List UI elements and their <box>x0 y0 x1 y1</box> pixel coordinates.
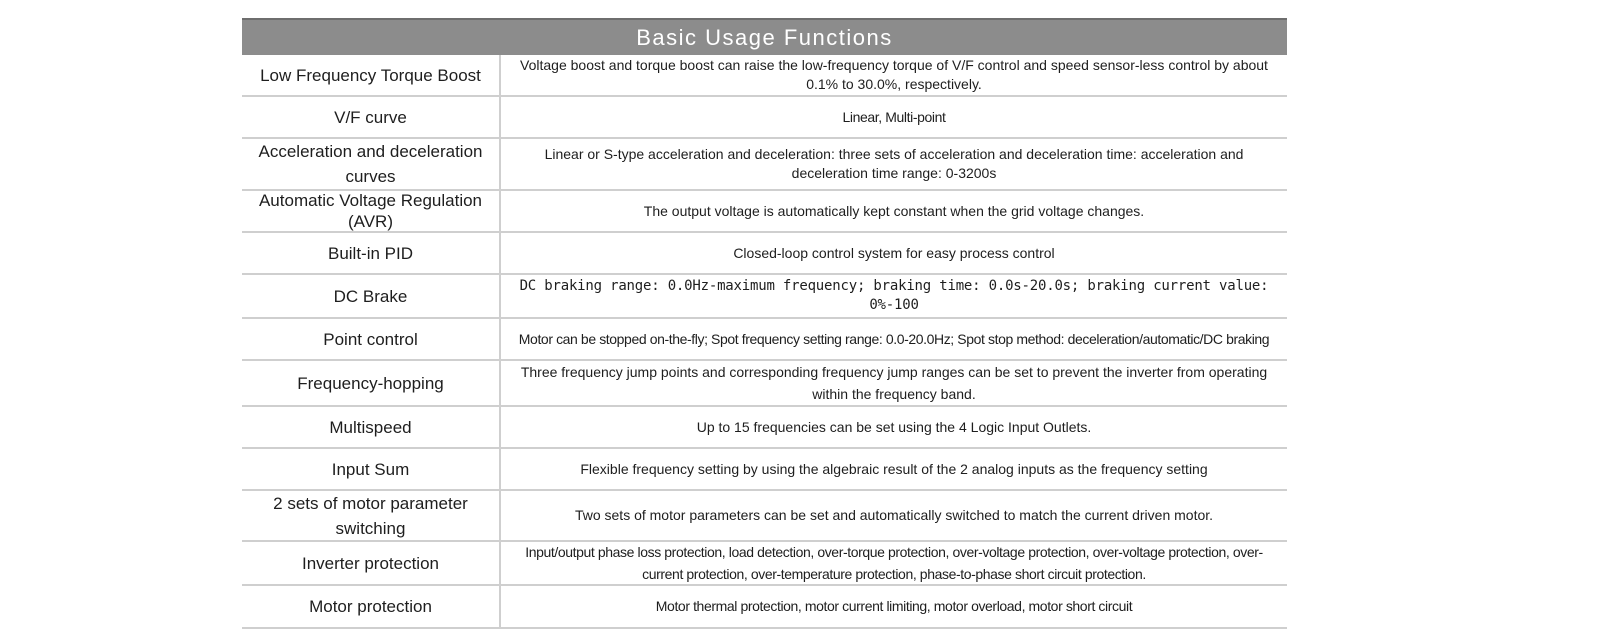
row-description: Voltage boost and torque boost can raise the low-frequency torque of V/F control and speed sensor-less control by about 0.1% to 30.0%, respectively. <box>520 57 1268 92</box>
basic-usage-functions-table <box>242 18 1287 629</box>
table-title: Basic Usage Functions <box>242 18 1287 55</box>
table-row <box>242 542 1287 586</box>
row-description: DC braking range: 0.0Hz-maximum frequency; braking time: 0.0s-20.0s; braking current value: 0%-100 <box>519 278 1269 313</box>
row-description: Two sets of motor parameters can be set and automatically switched to match the current driven motor. <box>574 507 1214 523</box>
row-label: Point control <box>242 319 501 359</box>
row-label: DC Brake <box>242 275 501 317</box>
row-label: Built-in PID <box>242 233 501 273</box>
row-description: Motor can be stopped on-the-fly; Spot frequency setting range: 0.0-20.0Hz; Spot stop method: deceleration/automatic/DC braking <box>518 331 1270 347</box>
table-row <box>242 97 1287 139</box>
row-description: Linear or S-type acceleration and deceleration: three sets of acceleration and deceleration time: acceleration and deceleration time range: 0-3200s <box>544 146 1244 181</box>
row-label: Input Sum <box>242 449 501 489</box>
row-description: Input/output phase loss protection, load detection, over-torque protection, over-voltage protection, over-voltage protection, over-current protection, over-temperature protection, phase-to-phase short circuit protection. <box>525 544 1263 582</box>
row-label: Low Frequency Torque Boost <box>242 55 501 95</box>
row-label: V/F curve <box>242 97 501 137</box>
row-description: Three frequency jump points and corresponding frequency jump ranges can be set to prevent the inverter from operating within the frequency band. <box>520 364 1268 402</box>
row-label: Frequency-hopping <box>242 361 501 405</box>
table-row <box>242 191 1287 233</box>
row-description: Motor thermal protection, motor current limiting, motor overload, motor short circuit <box>655 598 1133 614</box>
row-label: Automatic Voltage Regulation (AVR) <box>242 191 501 231</box>
table-row <box>242 319 1287 361</box>
table-row <box>242 275 1287 319</box>
row-label: Acceleration and deceleration curves <box>242 139 501 189</box>
row-description: The output voltage is automatically kept constant when the grid voltage changes. <box>643 202 1145 219</box>
row-description: Flexible frequency setting by using the algebraic result of the 2 analog inputs as the frequency setting <box>580 460 1208 477</box>
table-row <box>242 139 1287 191</box>
table-row <box>242 361 1287 407</box>
row-label: Multispeed <box>242 407 501 447</box>
row-label: Inverter protection <box>242 542 501 584</box>
table-row <box>242 233 1287 275</box>
table-row <box>242 449 1287 491</box>
row-label: Motor protection <box>242 586 501 627</box>
row-description: Up to 15 frequencies can be set using the 4 Logic Input Outlets. <box>696 418 1092 435</box>
row-description: Closed-loop control system for easy process control <box>733 244 1055 261</box>
table-row <box>242 586 1287 629</box>
table-row <box>242 491 1287 542</box>
table-row <box>242 55 1287 97</box>
row-label: 2 sets of motor parameter switching <box>242 491 501 540</box>
table-row <box>242 407 1287 449</box>
row-description: Linear, Multi-point <box>842 108 946 125</box>
